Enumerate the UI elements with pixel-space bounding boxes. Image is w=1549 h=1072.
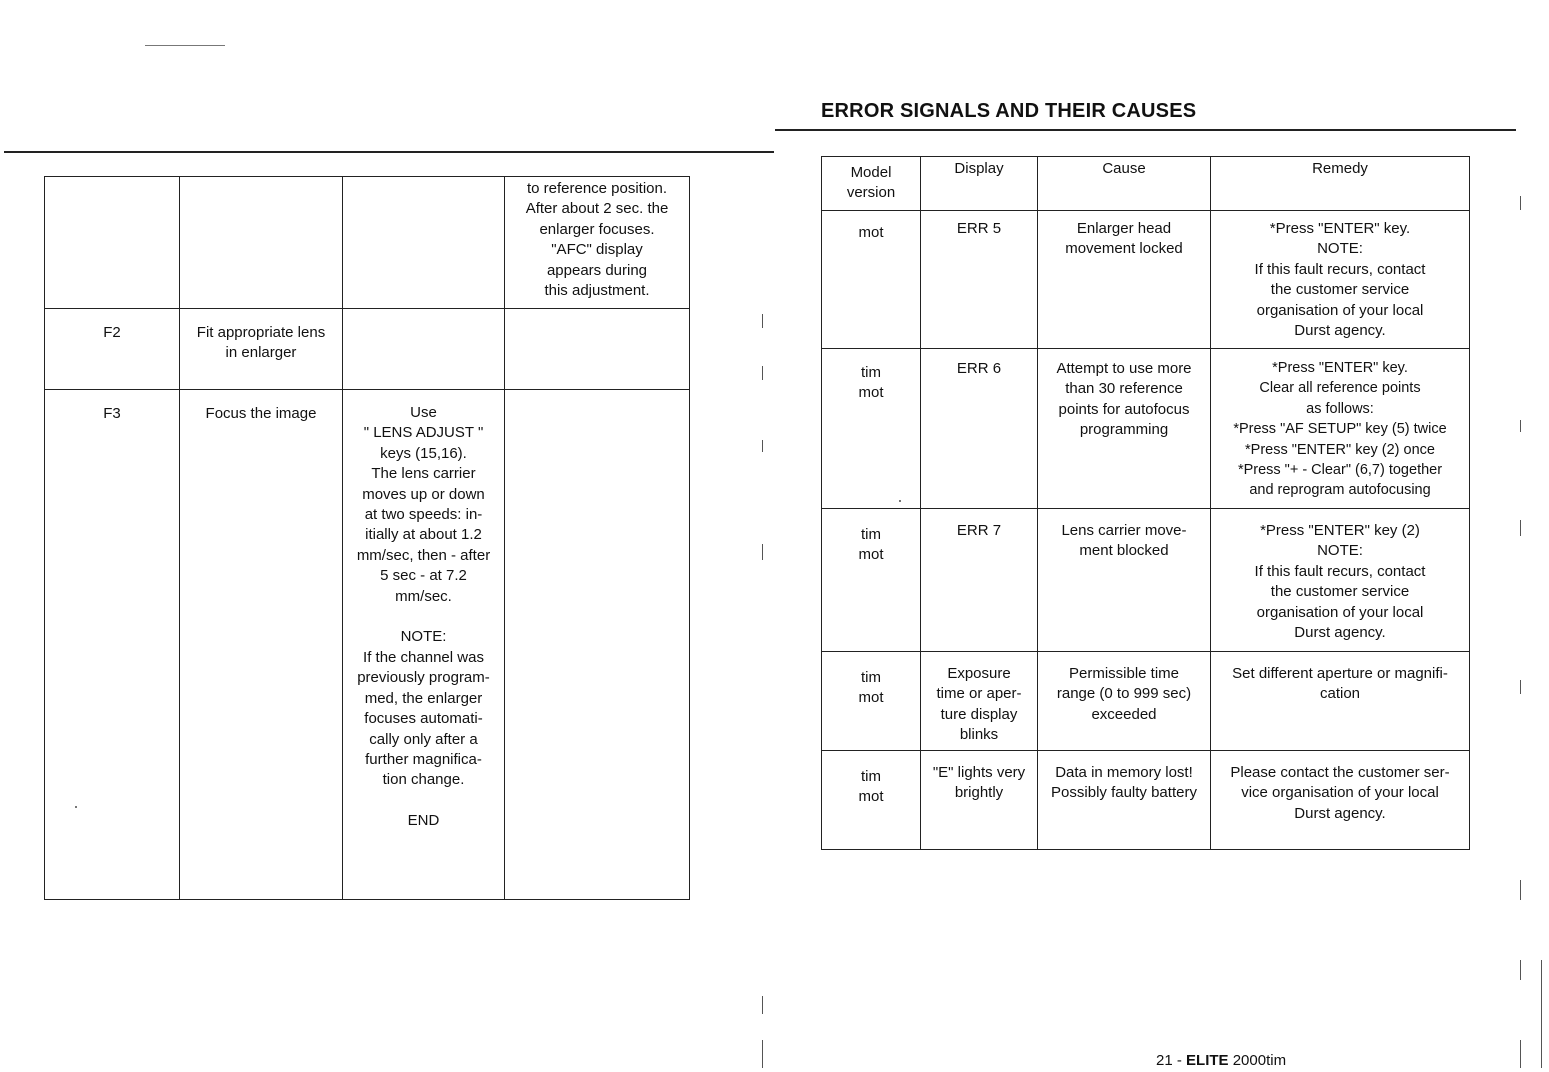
display-cell: "E" lights very brightly [921,751,1038,850]
table-row [822,509,1470,652]
table-header-row [822,157,1470,211]
product-model: 2000 [1232,1052,1267,1069]
header-model-version: Model version [822,157,921,211]
scan-mark [1520,880,1521,900]
remedy-cell: *Press "ENTER" key (2) NOTE: If this fault recurs, contact the customer service organisation of your local Durst agency. [1211,509,1470,652]
table-row [45,309,690,390]
operation-cell: Use " LENS ADJUST " keys (15,16). The lens carrier moves up or down at two speeds: in- itially at about 1.2 mm/sec, then - after 5 sec - at 7.2 mm/sec. NOTE: If the channel was previously program- med, the enlarger focuses automati- cally only after a further magnifica- tion change. END [343,390,505,900]
scan-dots [145,45,225,46]
header-display: Display [921,157,1038,211]
procedure-table [44,176,690,900]
result-cell: to reference position. After about 2 sec. the enlarger focuses. "AFC" display appears during this adjustment. [505,177,690,309]
cause-cell: Permissible time range (0 to 999 sec) exceeded [1038,652,1211,751]
scan-mark [1520,420,1521,432]
scan-mark [762,996,763,1014]
result-cell [505,390,690,900]
scan-mark [1520,680,1521,694]
remedy-cell: Set different aperture or magnifi- cation [1211,652,1470,751]
scan-mark [1520,196,1521,210]
operation-cell [343,177,505,309]
header-cause: Cause [1038,157,1211,211]
table-row [45,177,690,309]
remedy-cell: *Press "ENTER" key. Clear all reference points as follows: *Press "AF SETUP" key (5) twice *Press "ENTER" key (2) once *Press "+ - Clear" (6,7) together and reprogram autofocusing [1211,349,1470,509]
action-cell: Focus the image [180,390,343,900]
model-cell: tim mot [822,652,921,751]
table-row [822,751,1470,850]
page-footer [1156,1052,1286,1069]
cause-cell: Lens carrier move- ment blocked [1038,509,1211,652]
table-row [822,211,1470,349]
header-remedy: Remedy [1211,157,1470,211]
step-cell: F3 [45,390,180,900]
cause-cell: Enlarger head movement locked [1038,211,1211,349]
scan-mark [1541,960,1542,1068]
product-suffix: tim [1266,1052,1287,1069]
scan-mark [762,366,763,380]
model-cell: mot [822,211,921,349]
scan-mark [762,544,763,560]
page-title: ERROR SIGNALS AND THEIR CAUSES [821,100,1197,122]
remedy-cell: Please contact the customer ser- vice organisation of your local Durst agency. [1211,751,1470,850]
scan-mark [1520,1040,1521,1068]
footer-separator: - [1176,1052,1182,1069]
model-cell: tim mot [822,349,921,509]
remedy-cell: *Press "ENTER" key. NOTE: If this fault recurs, contact the customer service organisation of your local Durst agency. [1211,211,1470,349]
action-cell: Fit appropriate lens in enlarger [180,309,343,390]
left-page-rule [4,151,774,153]
scan-mark [1520,520,1521,536]
model-cell: tim mot [822,751,921,850]
page-number: 21 [1156,1052,1173,1069]
scan-mark [762,440,763,452]
result-cell [505,309,690,390]
display-cell: ERR 7 [921,509,1038,652]
table-row [45,390,690,900]
scan-dot [75,806,77,808]
error-signals-table [821,156,1470,850]
model-cell: tim mot [822,509,921,652]
table-row [822,349,1470,509]
cause-cell: Data in memory lost! Possibly faulty battery [1038,751,1211,850]
scan-mark [1520,960,1521,980]
table-row [822,652,1470,751]
step-cell [45,177,180,309]
display-cell: Exposure time or aper- ture display blinks [921,652,1038,751]
scan-mark [762,1040,763,1068]
cause-cell: Attempt to use more than 30 reference points for autofocus programming [1038,349,1211,509]
display-cell: ERR 5 [921,211,1038,349]
product-name: ELITE [1186,1052,1229,1069]
title-rule [775,129,1516,131]
step-cell: F2 [45,309,180,390]
action-cell [180,177,343,309]
operation-cell [343,309,505,390]
display-cell: ERR 6 [921,349,1038,509]
scan-mark [762,314,763,328]
scan-dot [899,500,901,502]
